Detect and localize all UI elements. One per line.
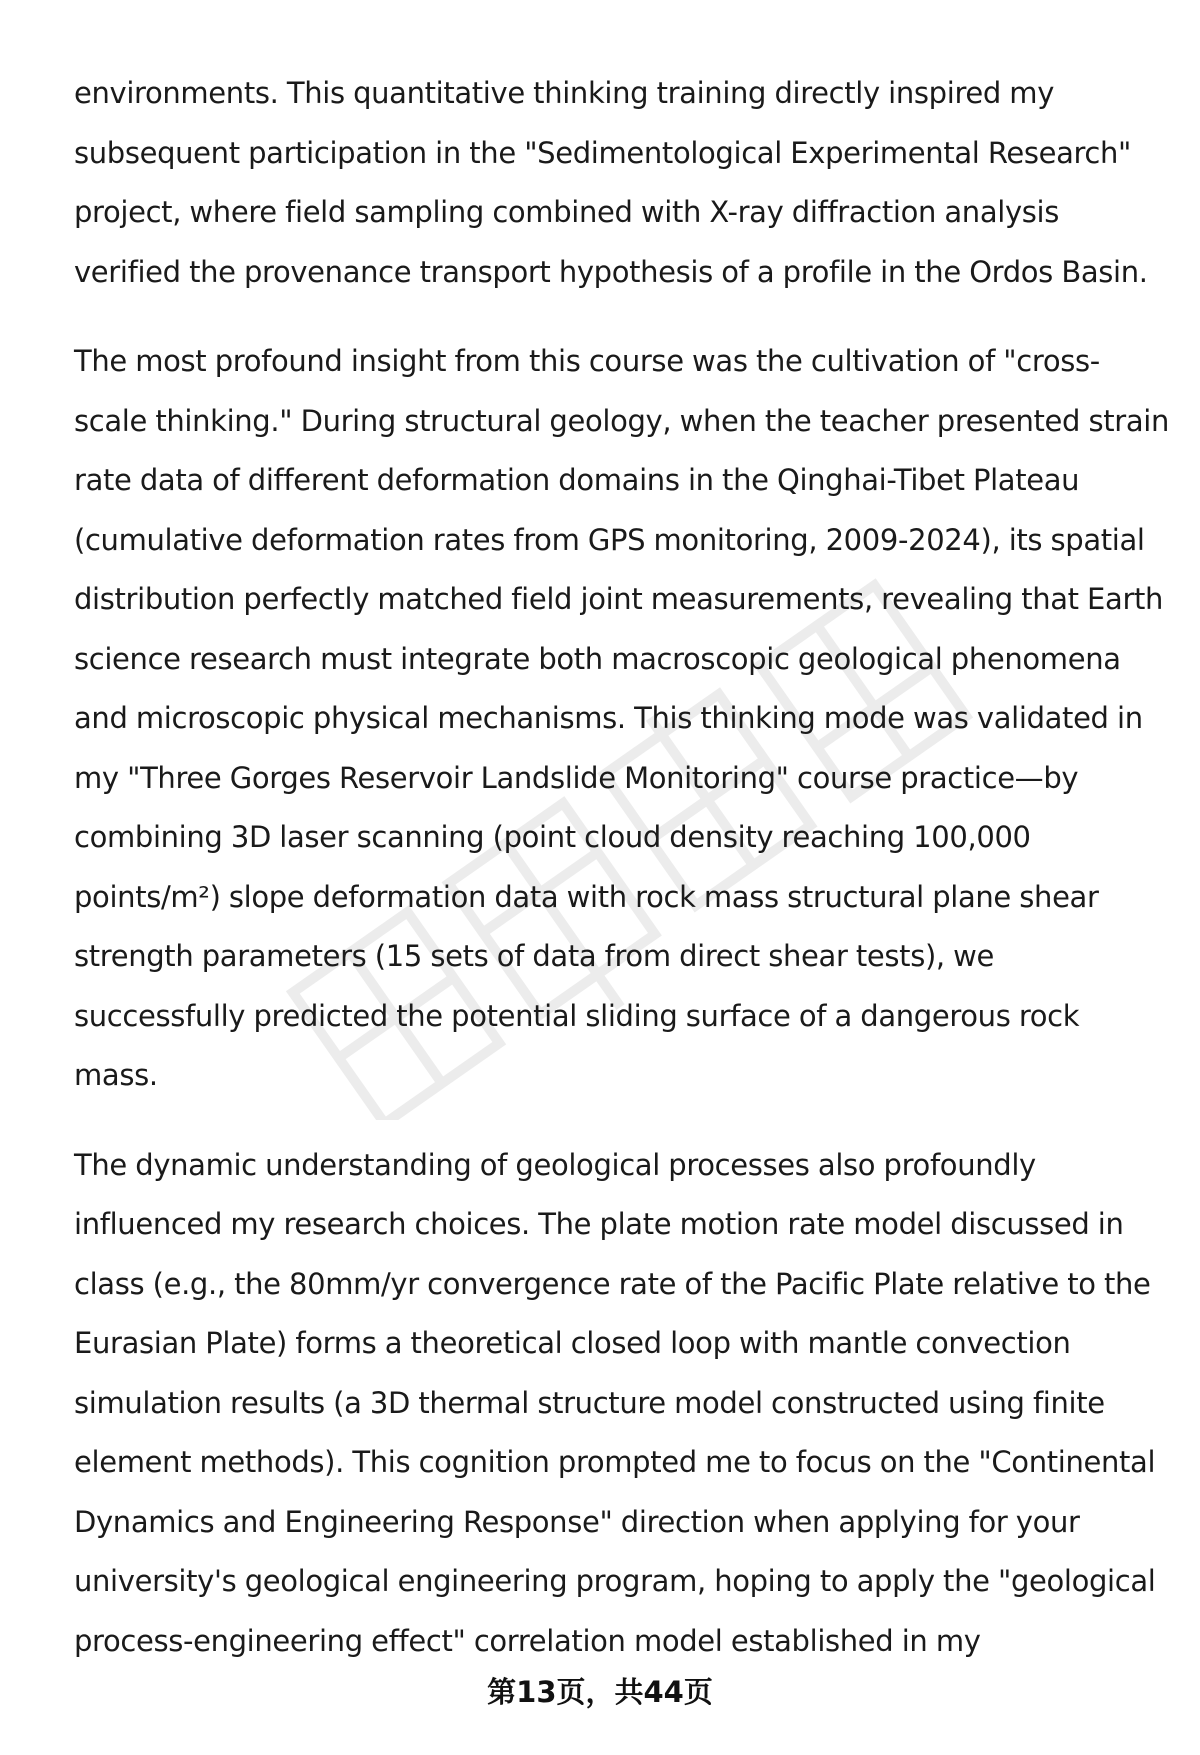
document-body bbox=[74, 64, 1169, 1701]
paragraph-2: The most profound insight from this course was the cultivation of "cross-scale thinking." During structural geology, when the teacher presented strain rate data of different deformation domains in the Qinghai-Tibet Plateau (cumulative deformation rates from GPS monitoring, 2009-2024), its spatial distribution perfectly matched field joint measurements, revealing that Earth science research must integrate both macroscopic geological phenomena and microscopic physical mechanisms. This thinking mode was validated in my "Three Gorges Reservoir Landslide Monitoring" course practice—by combining 3D laser scanning (point cloud density reaching 100,000 points/m²) slope deformation data with rock mass structural plane shear strength parameters (15 sets of data from direct shear tests), we successfully predicted the potential sliding surface of a dangerous rock mass. bbox=[74, 344, 1169, 1092]
paragraph-3: The dynamic understanding of geological processes also profoundly influenced my research choices. The plate motion rate model discussed in class (e.g., the 80mm/yr convergence rate of the Pacific Plate relative to the Eurasian Plate) forms a theoretical closed loop with mantle convection simulation results (a 3D thermal structure model constructed using finite element methods). This cognition prompted me to focus on the "Continental Dynamics and Engineering Response" direction when applying for your university's geological engineering program, hoping to apply the "geological process-engineering effect" correlation model established in my bbox=[74, 1147, 1156, 1658]
paragraph-1: environments. This quantitative thinking training directly inspired my subsequent participation in the "Sedimentological Experimental Research" project, where field sampling combined with X-ray diffraction analysis verified the provenance transport hypothesis of a profile in the Ordos Basin. bbox=[74, 76, 1148, 289]
page-number-footer: 第13页，共44页 bbox=[487, 1675, 713, 1709]
